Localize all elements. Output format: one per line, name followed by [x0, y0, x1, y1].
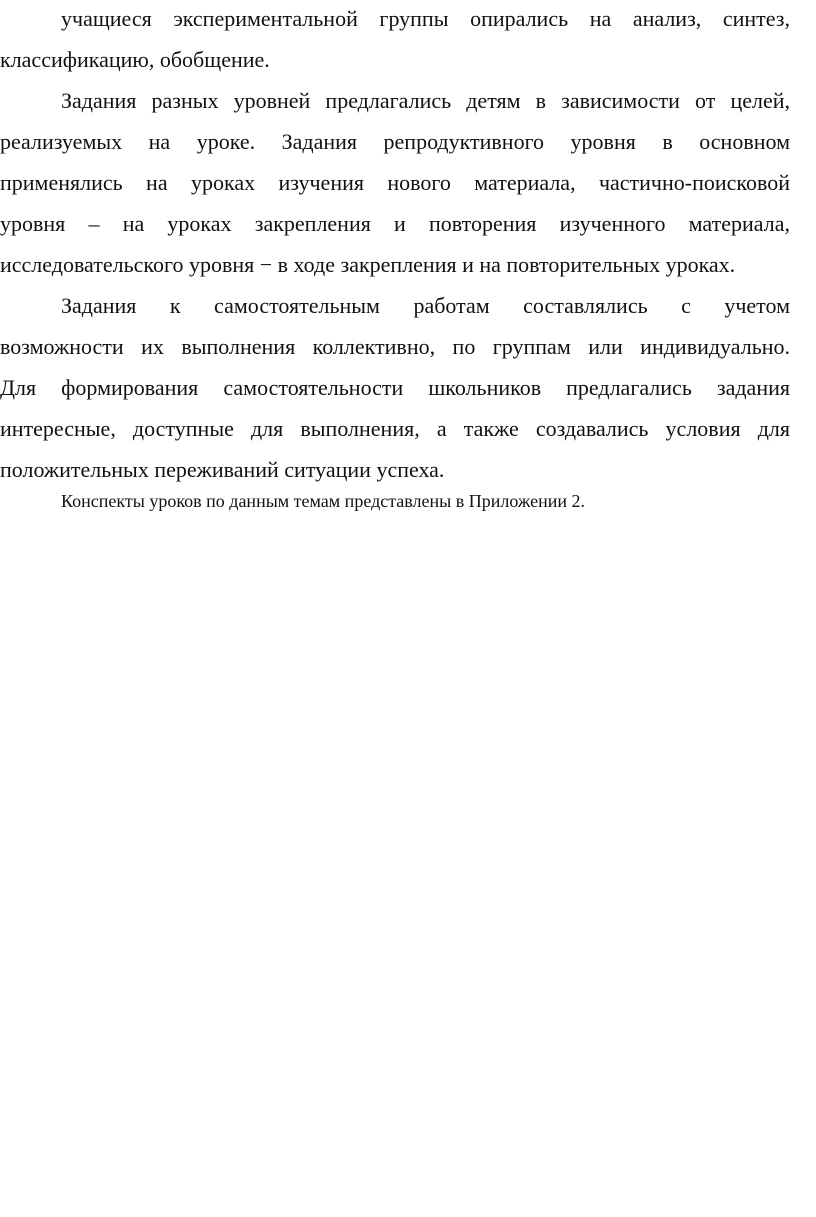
- text-line: возможности их выполнения коллективно, по группам или индивидуально.: [0, 334, 790, 359]
- text-line: учащиеся экспериментальной группы опирались на анализ, синтез,: [61, 6, 790, 31]
- text-line: интересные, доступные для выполнения, а также создавались условия для: [0, 416, 790, 441]
- text-line: применялись на уроках изучения нового материала, частично-поисковой: [0, 170, 790, 195]
- body-text: [0, 0, 790, 490]
- text-line: уровня – на уроках закрепления и повторения изученного материала,: [0, 211, 790, 236]
- text-line: классификацию, обобщение.: [0, 47, 270, 72]
- text-line: реализуемых на уроке. Задания репродуктивного уровня в основном: [0, 129, 790, 154]
- text-line: положительных переживаний ситуации успеха.: [0, 457, 445, 482]
- text-line: Для формирования самостоятельности школьников предлагались задания: [0, 375, 790, 400]
- text-line: Задания к самостоятельным работам составлялись с учетом: [61, 293, 790, 318]
- text-line: Задания разных уровней предлагались детям в зависимости от целей,: [61, 88, 790, 113]
- text-line: исследовательского уровня − в ходе закрепления и на повторительных уроках.: [0, 252, 736, 277]
- appendix-note: Конспекты уроков по данным темам представлены в Приложении 2.: [61, 491, 586, 511]
